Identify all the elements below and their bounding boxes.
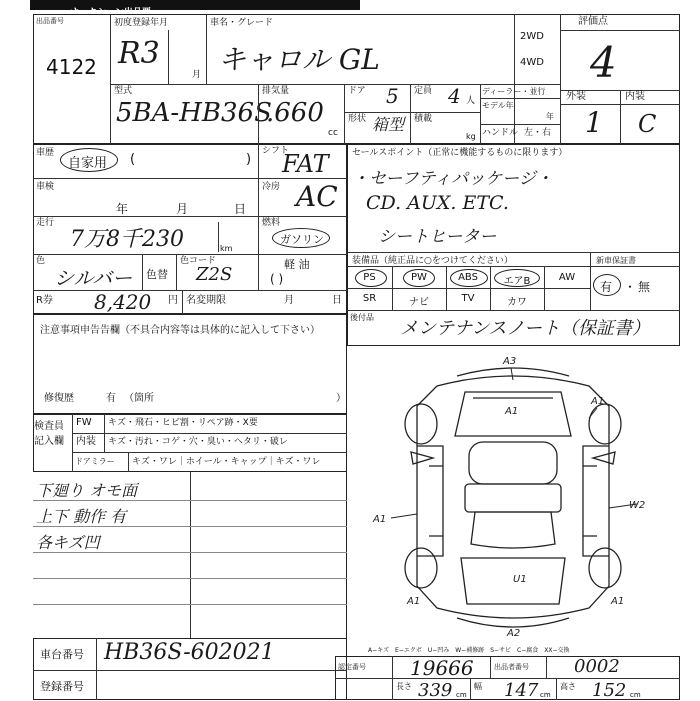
warranty-label: 新車保証書 [596,256,636,265]
mark-a1-left: A1 [373,514,387,525]
car-name-value: キャロル GL [218,43,380,76]
front-bumper [457,368,569,376]
lot-number: 4122 [46,55,97,79]
equip-sr: SR [362,293,377,304]
score-ext-value: 1 [585,106,603,139]
cabin-outline [469,442,557,484]
mark-a1-rear-right: A1 [611,596,625,607]
drive-2wd: 2WD [520,31,544,42]
displacement-value: .660 [266,98,324,128]
capacity-value: 4 [448,84,461,108]
sales-point-label: セールスポイント（正常に機能するものに限ります） [352,148,568,158]
reg-number-label: 認定番号 [338,663,366,671]
recycle-value: 8,420 [94,290,152,314]
model-year-label: モデル年 [482,101,514,110]
shift-label: シフト [262,146,290,156]
load-label: 積載 [414,114,433,124]
mark-w2: W2 [629,500,646,511]
length-label: 長さ [396,682,412,691]
doors-value: 5 [386,84,399,108]
dealer-label: ディーラー・並行 [482,87,546,96]
registration-label: 登録番号 [40,680,84,693]
check-mirror-name: ドアミラー [75,457,115,466]
mark-a1-front-right: A1 [591,396,605,407]
wheel-fl [405,404,437,444]
score-label: 評価点 [578,16,608,27]
inspector-note-2: 上下 動作 有 [36,507,127,526]
exhibitor-label: 出品者番号 [494,663,529,671]
first-reg-era: R3 [118,36,160,71]
vin-label: 車台番号 [40,648,84,661]
equip-aw: AW [558,272,576,283]
equip-tv: TV [461,293,475,304]
car-name-label: 車名・グレード [210,18,274,28]
usage-value: 自家用 [68,156,108,171]
check-fw-items: キズ・飛石・ヒビ割・リペア跡・X要 [108,418,258,428]
check-mirror-items: キズ・ワレ｜ホイール・キャップ｜キズ・ワレ [132,457,321,467]
usage-paren-open: ( [130,152,136,167]
car-damage-diagram [347,346,680,646]
fuel-label: 燃料 [262,218,281,228]
aftermarket-label: 後付品 [350,313,374,322]
name-change-label: 名変期限 [186,295,226,306]
mark-a3: A3 [503,356,517,367]
check-label-2: 記入欄 [34,436,64,447]
length-unit: cm [456,691,467,699]
inspection-month: 月 [176,202,189,216]
aftermarket-value: メンテナンスノート（保証書） [400,318,651,339]
drive-4wd: 4WD [520,57,544,68]
fuel-value: ガソリン [280,233,324,246]
sales-point-line-2: CD. AUX. ETC. [366,192,509,214]
notes-label: 注意事項申告告欄（不具合内容等は具体的に記入して下さい） [40,325,320,336]
width-unit: cm [540,691,551,699]
mark-a2: A2 [507,628,521,639]
score-ext-label: 外装 [566,91,586,102]
check-interior-items: キズ・汚れ・コゲ・穴・臭い・ヘタリ・破レ [108,437,288,447]
check-label-1: 検査員 [34,421,64,432]
fuel-paren: ( ) [270,272,284,286]
shape-label: 形状 [348,114,367,124]
fuel-other: 軽 油 [284,258,310,271]
exhibitor-value: 0002 [574,656,620,677]
recycle-label: R券 [36,295,53,306]
warranty-no: 無 [638,280,651,294]
inspection-label: 車検 [36,182,55,192]
color-code-value: Z2S [196,264,233,285]
shift-value: FAT [282,150,329,178]
left-side-outline [417,446,443,556]
score-int-value: C [638,110,657,138]
color-code-label: 色コード [180,256,217,266]
color-label: 色 [36,256,46,266]
rear-cabin-outline [471,512,555,548]
equip-airbag: エアB [503,276,531,287]
equip-ps: PS [363,272,376,283]
recycle-unit: 円 [168,295,178,306]
wheel-rl [405,548,437,588]
mark-u1: U1 [513,574,527,585]
usage-label: 車歴 [36,148,55,158]
rear-bumper [457,618,569,627]
mark-a1-hood: A1 [505,406,519,417]
mileage-value: 7万8千230 [70,227,184,252]
height-unit: cm [630,691,641,699]
first-reg-label: 初度登録年月 [114,18,169,28]
aircon-label: 冷房 [262,182,281,192]
height-label: 高さ [560,682,576,691]
equipment-label: 装備品（純正品に○をつけてください） [352,256,513,266]
vin-value: HB36S-602021 [104,640,275,665]
repair-yes: 有 [106,393,116,404]
mileage-unit: km [220,244,233,253]
repair-close: ） [336,393,346,404]
handle-value: 左・右 [524,128,552,138]
capacity-unit: 人 [466,96,476,106]
equip-navi: ナビ [409,297,429,308]
reg-number-value: 19666 [410,656,474,680]
inspection-day: 日 [234,202,247,216]
wheel-rr [589,548,621,588]
damage-legend: A−キズ E−エクボ U−凹み W−補修跡 S−サビ C−腐食 XX−交換 [368,647,570,654]
equip-abs: ABS [458,272,478,283]
handle-label: ハンドル [482,128,519,138]
check-interior-name: 内装 [76,436,96,447]
capacity-label: 定員 [414,86,433,96]
color-value: シルバー [54,266,133,290]
mark-a1-rear-left: A1 [407,596,421,607]
roof-outline [465,484,561,512]
load-unit: kg [466,132,476,141]
check-fw-name: FW [76,417,92,428]
lot-label: 出品番号 [36,17,64,25]
width-value: 147 [504,680,539,701]
mileage-label: 走行 [36,218,55,228]
name-change-month: 月 [284,295,294,306]
sales-point-line-3: シートヒーター [378,227,497,247]
right-side-outline [583,446,609,556]
length-value: 339 [418,680,453,701]
usage-paren-close: ) [246,152,252,167]
score-value: 4 [590,38,617,87]
equip-leather: カワ [507,297,527,308]
color-change-label: 色替 [146,268,168,281]
inspection-year: 年 [116,202,129,216]
repair-paren: （箇所 [124,393,154,404]
doors-label: ドア [348,86,366,96]
model-value: 5BA-HB36S [116,98,272,128]
inspector-note-1: 下廻り オモ面 [36,481,138,500]
model-year-unit: 年 [546,112,554,121]
wheel-fr [589,404,621,444]
sales-point-line-1: ・セーフティパッケージ・ [352,169,553,189]
displacement-unit: cc [328,128,338,138]
repair-label: 修復歴 [44,393,74,404]
header-title: オークション出品票 [70,8,151,18]
height-value: 152 [592,680,627,701]
equip-pw: PW [411,272,427,283]
header-bar [30,0,360,18]
first-reg-unit: 月 [192,70,202,80]
name-change-day: 日 [332,295,342,306]
displacement-label: 排気量 [262,86,290,96]
score-int-label: 内装 [625,91,645,102]
model-label: 型式 [114,86,133,96]
warranty-yes: 有 [600,280,613,294]
inspector-note-3: 各キズ凹 [36,533,100,552]
shape-value: 箱型 [372,115,405,134]
width-label: 幅 [474,682,482,691]
aircon-value: AC [296,180,338,213]
